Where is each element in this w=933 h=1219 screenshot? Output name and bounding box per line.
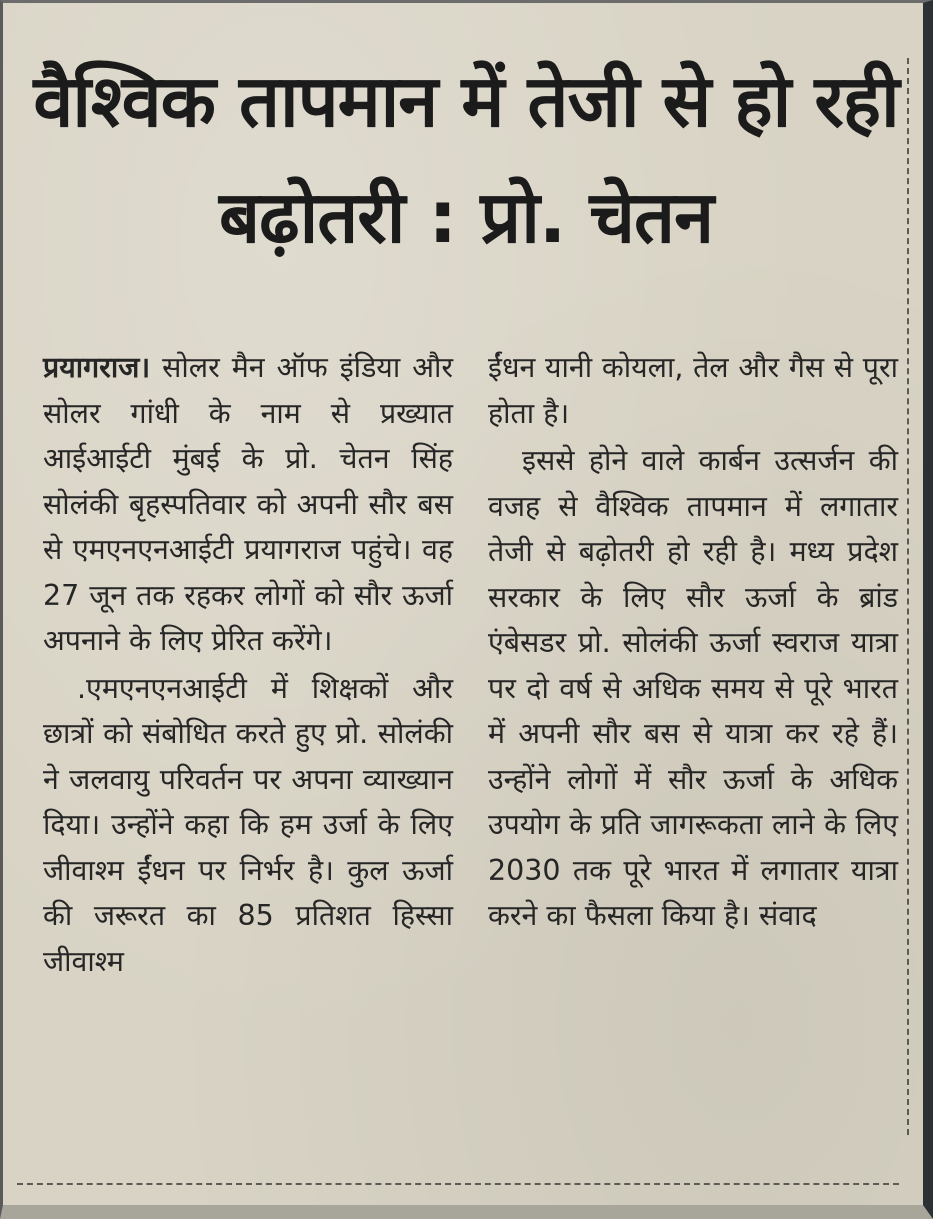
article-column-right — [488, 345, 898, 941]
cut-line-right — [907, 58, 909, 1135]
headline: वैश्विक तापमान में तेजी से हो रही बढ़ोतरी : प्रो. चेतन — [33, 59, 899, 259]
paragraph: इससे होने वाले कार्बन उत्सर्जन की वजह से वैश्विक तापमान में लगातार तेजी से बढ़ोतरी हो रही है। मध्य प्रदेश सरकार के लिए सौर ऊर्जा के ब्रांड एंबेसडर प्रो. सोलंकी ऊर्जा स्वराज यात्रा पर दो वर्ष से अधिक समय से पूरे भारत में अपनी सौर बस से यात्रा कर रहे हैं। उन्होंने लोगों में सौर ऊर्जा के अधिक उपयोग के प्रति जागरूकता लाने के लिए 2030 तक पूरे भारत में लगातार यात्रा करने का फैसला किया है। संवाद — [488, 444, 898, 932]
article-column-left — [43, 345, 453, 986]
paragraph: .एमएनएनआईटी में शिक्षकों और छात्रों को संबोधित करते हुए प्रो. सोलंकी ने जलवायु परिवर्तन पर अपना व्याख्यान दिया। उन्होंने कहा कि हम उर्जा के लिए जीवाश्म ईंधन पर निर्भर है। कुल ऊर्जा की जरूरत का 85 प्रतिशत हिस्सा जीवाश्म — [43, 671, 453, 978]
paragraph: ईंधन यानी कोयला, तेल और गैस से पूरा होता है। — [488, 351, 898, 430]
paragraph-text: सोलर मैन ऑफ इंडिया और सोलर गांधी के नाम से प्रख्यात आईआईटी मुंबई के प्रो. चेतन सिंह सोलंकी बृहस्पतिवार को अपनी सौर बस से एमएनएनआईटी प्रयागराज पहुंचे। वह 27 जून तक रहकर लोगों को सौर ऊर्जा अपनाने के लिए प्रेरित करेंगे। — [43, 351, 454, 657]
cut-line-bottom — [17, 1183, 899, 1185]
paragraph — [43, 345, 453, 664]
dateline: प्रयागराज। — [43, 351, 151, 384]
